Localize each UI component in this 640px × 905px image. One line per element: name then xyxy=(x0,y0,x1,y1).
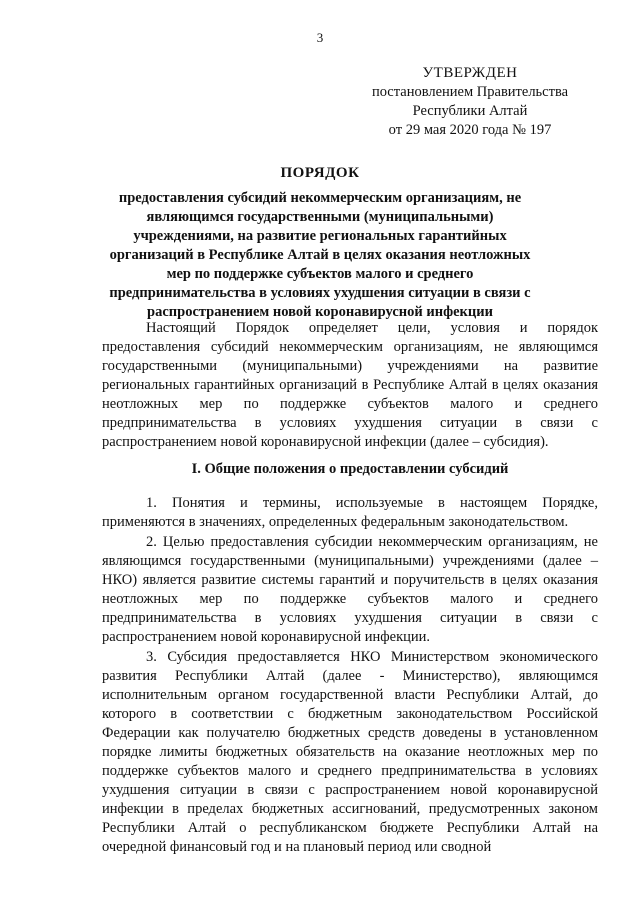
paragraph: 3. Субсидия предоставляется НКО Министерством экономического развития Республики Алтай (далее - Министерство), являющимся исполнительным органом государственной власти Республики Алтай, до которого в соответствии с бюджетным законодательством Российской Федерации как получателю бюджетных средств доведены в установленном порядке лимиты бюджетных обязательств на оказание неотложных мер по поддержке субъектов малого и среднего предпринимательства в условиях ухудшения ситуации в связи с распространением новой коронавирусной инфекции в пределах бюджетных ассигнований, предусмотренных законом Республики Алтай о республиканском бюджете Республики Алтай на очередной финансовый год и на плановый период или сводной xyxy=(102,649,598,855)
paragraph: 2. Целью предоставления субсидии некоммерческим организациям, не являющимся государственными (муниципальными) учреждениями (далее – НКО) является развитие системы гарантий и поручительств в целях оказания неотложных мер по поддержке субъектов малого и среднего предпринимательства в условиях ухудшения ситуации в связи с распространением новой коронавирусной инфекции. xyxy=(102,534,598,645)
intro-text: Настоящий Порядок определяет цели, условия и порядок предоставления субсидий некоммерческим организациям, не являющимся государственными (муниципальными) учреждениями на развитие региональных гарантийных организаций в Республике Алтай в целях оказания неотложных мер по поддержке субъектов малого и среднего предпринимательства в условиях ухудшения ситуации в связи с распространением новой коронавирусной инфекции (далее – субсидия). xyxy=(102,320,598,450)
approval-date: от 29 мая 2020 года № 197 xyxy=(388,122,552,138)
intro-paragraph xyxy=(102,319,598,452)
approval-line: постановлением Правительства xyxy=(371,84,569,100)
page-number: 3 xyxy=(316,30,324,45)
approval-title: УТВЕРЖДЕН xyxy=(422,65,518,81)
title-subtitle: предоставления субсидий некоммерческим организациям, не являющимся государственными (муниципальными) учреждениями, на развитие региональных гарантийных организаций в Республике Алтай в целях оказания неотложных мер по поддержке субъектов малого и среднего предпринимательства в условиях ухудшения ситуации в связи с распространением новой коронавирусной инфекции xyxy=(109,190,531,320)
approval-line: Республики Алтай xyxy=(412,103,528,119)
paragraph: 1. Понятия и термины, используемые в настоящем Порядке, применяются в значениях, определенных федеральным законодательством. xyxy=(102,495,598,530)
approval-block xyxy=(340,64,600,140)
document-title xyxy=(100,164,540,322)
section-heading: I. Общие положения о предоставлении субсидий xyxy=(191,461,509,477)
section-body xyxy=(102,494,598,857)
title-main: ПОРЯДОК xyxy=(280,165,360,181)
